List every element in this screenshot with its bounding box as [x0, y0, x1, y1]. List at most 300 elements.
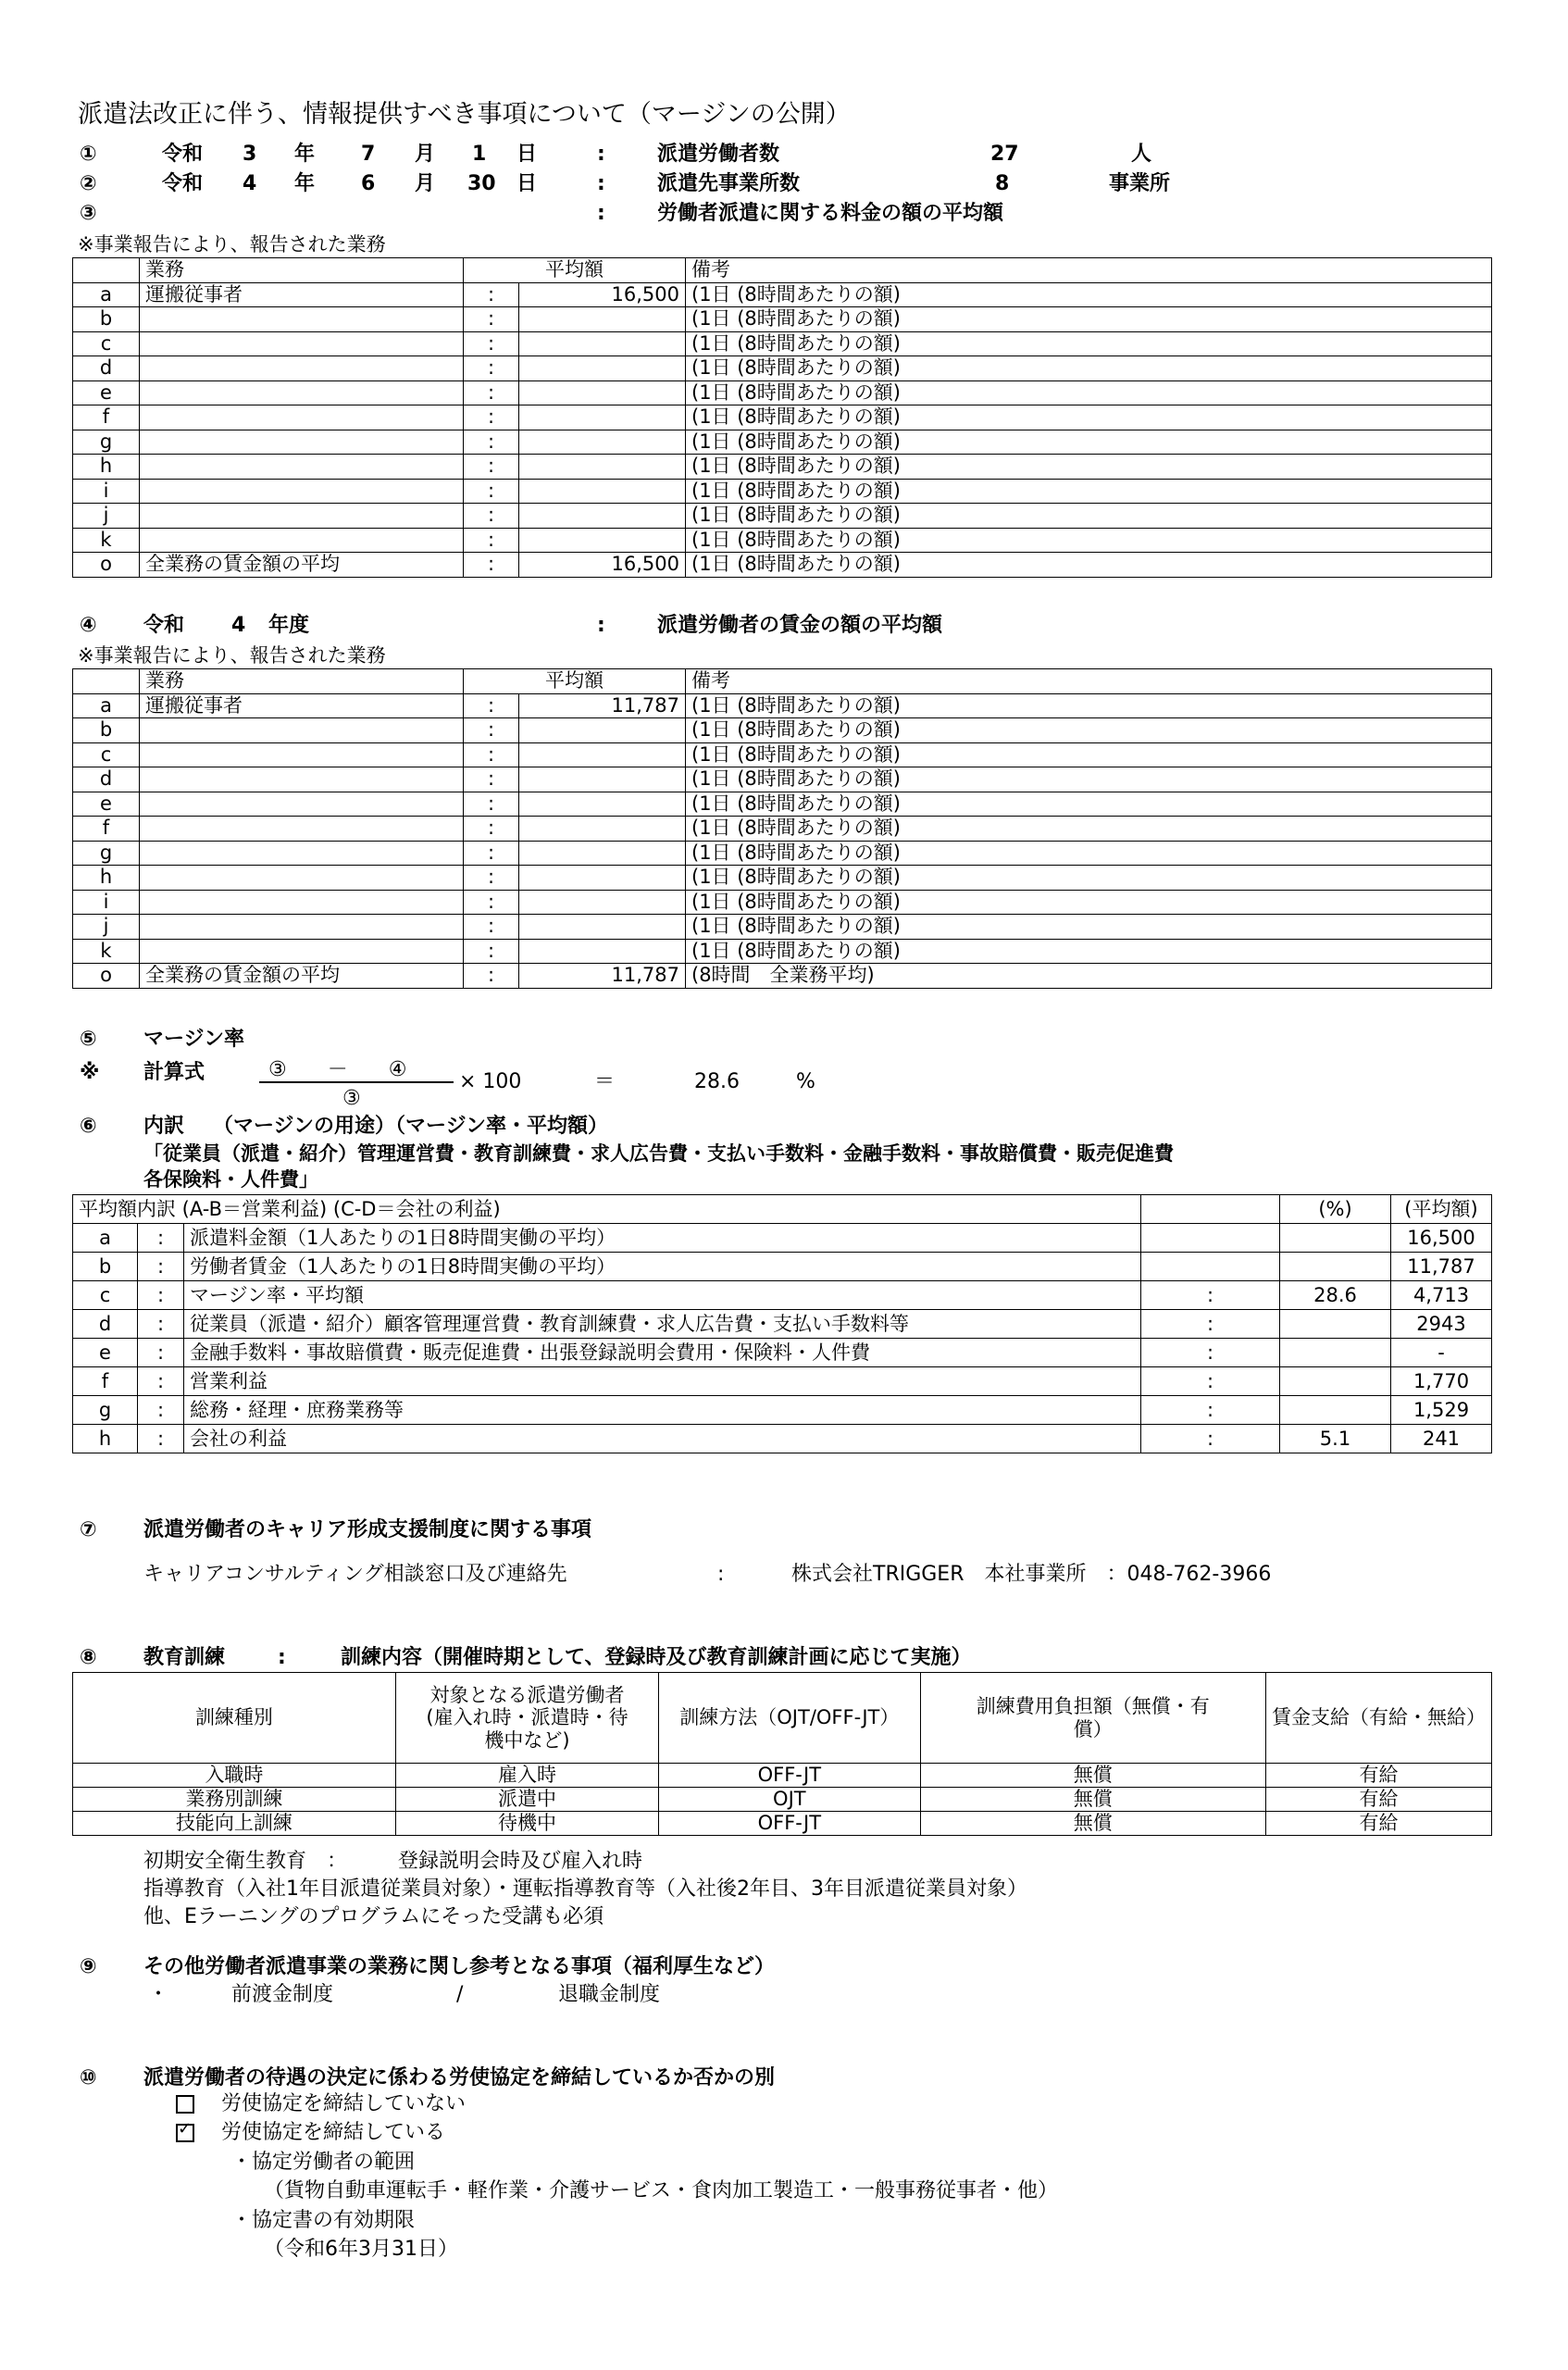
row-label: マージン率・平均額: [184, 1281, 1141, 1310]
row-colon-2: [1141, 1253, 1280, 1281]
table-row: [73, 939, 1492, 964]
row-letter: o: [73, 964, 140, 989]
item-number: ②: [80, 172, 97, 195]
header-avg: 平均額: [464, 669, 686, 694]
row-avg: 4,713: [1391, 1281, 1492, 1310]
row-avg: [519, 479, 686, 504]
row-letter: e: [73, 792, 140, 817]
table-row: [73, 430, 1492, 455]
row-job: 運搬従事者: [140, 282, 464, 307]
row-avg: [519, 455, 686, 480]
row-label: 派遣料金額（1人あたりの1日8時間実働の平均）: [184, 1224, 1141, 1253]
row-avg: [519, 792, 686, 817]
table-row: [73, 380, 1492, 405]
row-note: (1日 (8時間あたりの額): [686, 939, 1492, 964]
item-3-label: 労働者派遣に関する料金の額の平均額: [657, 202, 1004, 225]
row-label: 営業利益: [184, 1367, 1141, 1396]
row-type: 技能向上訓練: [73, 1812, 396, 1836]
agreement-option-1-label: 労使協定を締結していない: [221, 2092, 467, 2115]
row-type: 業務別訓練: [73, 1788, 396, 1812]
row-letter: b: [73, 1253, 138, 1281]
breakdown-sub: （マージンの用途）（マージン率・平均額）: [213, 1115, 609, 1138]
year: 4: [243, 172, 257, 195]
career-number: ⑦: [80, 1518, 97, 1541]
agreement-period-label: ・協定書の有効期限: [231, 2209, 416, 2232]
header-cost-line-1: 訓練費用負担額（無償・有: [976, 1695, 1210, 1718]
row-pct: 28.6: [1280, 1281, 1391, 1310]
table-row: [73, 1281, 1492, 1310]
row-label: 労働者賃金（1人あたりの1日8時間実働の平均）: [184, 1253, 1141, 1281]
row-note: (1日 (8時間あたりの額): [686, 479, 1492, 504]
row-pct: [1280, 1253, 1391, 1281]
row-letter: d: [73, 767, 140, 792]
row-colon: :: [464, 528, 519, 553]
row-colon: :: [464, 504, 519, 529]
row-note: (1日 (8時間あたりの額): [686, 866, 1492, 891]
career-contact-label: キャリアコンサルティング相談窓口及び連絡先: [143, 1563, 567, 1586]
row-note: (1日 (8時間あたりの額): [686, 380, 1492, 405]
row-note: (1日 (8時間あたりの額): [686, 817, 1492, 842]
other-bullet: ・: [148, 1983, 169, 2006]
row-note: (1日 (8時間あたりの額): [686, 718, 1492, 743]
colon: :: [597, 143, 605, 166]
table-row: [73, 331, 1492, 356]
row-letter: g: [73, 1396, 138, 1425]
fraction-line: [259, 1081, 454, 1083]
header-empty: [1141, 1195, 1280, 1224]
row-letter: b: [73, 718, 140, 743]
table-row: [73, 1396, 1492, 1425]
row-job: [140, 915, 464, 940]
row-colon: :: [464, 841, 519, 866]
header-cost: [920, 1673, 1265, 1764]
row-letter: c: [73, 742, 140, 767]
row-colon: :: [464, 718, 519, 743]
table-row: [73, 479, 1492, 504]
item-3-colon: :: [597, 202, 605, 225]
checkbox-checked[interactable]: [176, 2124, 194, 2142]
row-avg: [519, 718, 686, 743]
header-target-line-3: 機中など): [484, 1728, 570, 1752]
row-job: [140, 528, 464, 553]
table-row: [73, 1339, 1492, 1367]
row-letter: j: [73, 915, 140, 940]
row-colon: :: [464, 742, 519, 767]
row-colon: :: [464, 767, 519, 792]
item-4-year: 4: [231, 614, 246, 637]
row-letter: e: [73, 380, 140, 405]
table-row: [73, 455, 1492, 480]
row-letter: a: [73, 693, 140, 718]
row-target: 派遣中: [395, 1788, 658, 1812]
checkbox-unchecked[interactable]: [176, 2095, 194, 2114]
breakdown-table: [72, 1194, 1492, 1453]
row-colon: :: [138, 1281, 184, 1310]
row-avg: [519, 767, 686, 792]
margin-number: ⑤: [80, 1028, 97, 1051]
month: 6: [361, 172, 376, 195]
breakdown-desc-1: 「従業員（派遣・紹介）管理運営費・教育訓練費・求人広告費・支払い手数料・金融手数料・事故賠償費・販売促進費: [143, 1142, 1174, 1165]
career-label: 派遣労働者のキャリア形成支援制度に関する事項: [143, 1518, 592, 1541]
row-pct: 5.1: [1280, 1425, 1391, 1453]
table-row: [73, 282, 1492, 307]
row-method: OJT: [659, 1788, 921, 1812]
training-table: [72, 1672, 1492, 1836]
row-label: 金融手数料・事故賠償費・販売促進費・出張登録説明会費用・保険料・人件費: [184, 1339, 1141, 1367]
row-note: (1日 (8時間あたりの額): [686, 553, 1492, 578]
row-colon-2: :: [1141, 1281, 1280, 1310]
row-note: (1日 (8時間あたりの額): [686, 356, 1492, 381]
row-colon: :: [464, 455, 519, 480]
other-item-1: 前渡金制度: [231, 1983, 334, 2006]
row-colon: :: [464, 380, 519, 405]
row-note: (1日 (8時間あたりの額): [686, 767, 1492, 792]
row-avg: 11,787: [519, 964, 686, 989]
table-row: [73, 915, 1492, 940]
report-note: ※事業報告により、報告された業務: [78, 233, 386, 256]
row-colon: :: [464, 866, 519, 891]
row-letter: g: [73, 841, 140, 866]
row-pct: [1280, 1339, 1391, 1367]
row-colon: :: [464, 915, 519, 940]
row-note: (1日 (8時間あたりの額): [686, 890, 1492, 915]
row-letter: c: [73, 1281, 138, 1310]
row-job: [140, 742, 464, 767]
year: 3: [243, 143, 257, 166]
table-row: [73, 866, 1492, 891]
row-avg: 11,787: [1391, 1253, 1492, 1281]
training-note-2: 指導教育（入社1年目派遣従業員対象）・運転指導教育等（入社後2年目、3年目派遣従業員対象）: [143, 1877, 1027, 1901]
row-job: [140, 890, 464, 915]
row-letter: j: [73, 504, 140, 529]
table-row: [73, 1310, 1492, 1339]
row-note: (1日 (8時間あたりの額): [686, 455, 1492, 480]
margin-value: 28.6: [694, 1070, 740, 1093]
header-type: 訓練種別: [73, 1673, 396, 1764]
day-unit: 日: [516, 172, 538, 195]
row-avg: [519, 331, 686, 356]
header-job: 業務: [140, 669, 464, 694]
row-job: 運搬従事者: [140, 693, 464, 718]
row-avg: 16,500: [519, 282, 686, 307]
row-colon: :: [464, 356, 519, 381]
row-note: (1日 (8時間あたりの額): [686, 331, 1492, 356]
row-job: [140, 718, 464, 743]
row-pay: 有給: [1266, 1788, 1492, 1812]
training-label: 教育訓練: [143, 1646, 226, 1669]
row-avg: 16,500: [519, 553, 686, 578]
table-row: [73, 307, 1492, 332]
other-number: ⑨: [80, 1955, 97, 1978]
item-4-colon: :: [597, 614, 605, 637]
row-avg: -: [1391, 1339, 1492, 1367]
month-unit: 月: [415, 143, 436, 166]
row-letter: d: [73, 356, 140, 381]
table-header-row: [73, 669, 1492, 694]
table-row: [73, 1788, 1492, 1812]
row-colon: :: [138, 1253, 184, 1281]
row-colon: :: [138, 1425, 184, 1453]
row-job: [140, 767, 464, 792]
row-avg: 1,770: [1391, 1367, 1492, 1396]
row-note: (1日 (8時間あたりの額): [686, 693, 1492, 718]
table-row: [73, 553, 1492, 578]
row-avg: [519, 866, 686, 891]
table-row: [73, 504, 1492, 529]
row-type: 入職時: [73, 1764, 396, 1788]
row-avg: 16,500: [1391, 1224, 1492, 1253]
year-unit: 年: [294, 172, 316, 195]
item-4-number: ④: [80, 614, 97, 637]
agreement-number: ⑩: [80, 2066, 97, 2089]
row-letter: k: [73, 939, 140, 964]
colon: :: [597, 172, 605, 195]
day: 30: [467, 172, 496, 195]
row-avg: [519, 742, 686, 767]
row-method: OFF-JT: [659, 1764, 921, 1788]
table-row: [73, 528, 1492, 553]
row-letter: h: [73, 1425, 138, 1453]
row-note: (1日 (8時間あたりの額): [686, 528, 1492, 553]
row-note: (1日 (8時間あたりの額): [686, 742, 1492, 767]
era: 令和: [162, 143, 204, 166]
table-header-row: [73, 1673, 1492, 1764]
agreement-period-value: （令和6年3月31日）: [264, 2238, 458, 2261]
row-job: [140, 331, 464, 356]
row-job: [140, 405, 464, 430]
row-letter: c: [73, 331, 140, 356]
table-row: [73, 1425, 1492, 1453]
row-letter: b: [73, 307, 140, 332]
table-row: [73, 693, 1492, 718]
row-letter: k: [73, 528, 140, 553]
table-row: [73, 964, 1492, 989]
row-colon-2: :: [1141, 1367, 1280, 1396]
table-row: [73, 356, 1492, 381]
row-colon: :: [464, 939, 519, 964]
table-row: [73, 718, 1492, 743]
row-avg: [519, 307, 686, 332]
row-target: 待機中: [395, 1812, 658, 1836]
row-letter: i: [73, 890, 140, 915]
row-letter: f: [73, 405, 140, 430]
row-note: (1日 (8時間あたりの額): [686, 915, 1492, 940]
row-avg: [519, 528, 686, 553]
row-colon-2: :: [1141, 1310, 1280, 1339]
row-letter: d: [73, 1310, 138, 1339]
training-note-3: 他、Eラーニングのプログラムにそった受講も必須: [143, 1905, 604, 1928]
table-row: [73, 817, 1492, 842]
row-avg: [519, 939, 686, 964]
row-job: [140, 307, 464, 332]
row-pct: [1280, 1367, 1391, 1396]
agreement-scope-label: ・協定労働者の範囲: [231, 2151, 416, 2174]
row-colon-2: :: [1141, 1425, 1280, 1453]
row-letter: f: [73, 817, 140, 842]
row-pct: [1280, 1396, 1391, 1425]
row-colon: :: [464, 307, 519, 332]
row-note: (1日 (8時間あたりの額): [686, 405, 1492, 430]
label: 派遣先事業所数: [657, 172, 801, 195]
row-letter: h: [73, 866, 140, 891]
row-letter: f: [73, 1367, 138, 1396]
header-breakdown: 平均額内訳 (A-B＝営業利益) (C-D＝会社の利益): [73, 1195, 1141, 1224]
training-number: ⑧: [80, 1646, 97, 1669]
row-colon: :: [464, 479, 519, 504]
margin-percent: %: [796, 1070, 815, 1093]
table-header-row: [73, 1195, 1492, 1224]
row-colon: :: [138, 1310, 184, 1339]
header-method: 訓練方法（OJT/OFF-JT）: [659, 1673, 921, 1764]
agreement-option-2-label: 労使協定を締結している: [221, 2121, 446, 2144]
row-pct: [1280, 1310, 1391, 1339]
row-target: 雇入時: [395, 1764, 658, 1788]
table-row: [73, 1367, 1492, 1396]
row-note: (1日 (8時間あたりの額): [686, 282, 1492, 307]
other-item-2: 退職金制度: [558, 1983, 661, 2006]
row-colon-2: :: [1141, 1396, 1280, 1425]
row-colon: :: [464, 430, 519, 455]
training-colon: :: [278, 1646, 286, 1669]
row-colon: :: [464, 405, 519, 430]
value: 27: [990, 143, 1019, 166]
page-title: 派遣法改正に伴う、情報提供すべき事項について（マージンの公開）: [78, 100, 851, 129]
row-job: 全業務の賃金額の平均: [140, 964, 464, 989]
formula-times: × 100: [459, 1070, 522, 1093]
row-colon-2: [1141, 1224, 1280, 1253]
row-avg: [519, 356, 686, 381]
row-colon: :: [464, 331, 519, 356]
row-letter: a: [73, 1224, 138, 1253]
header-cell: [73, 258, 140, 283]
row-avg: [519, 430, 686, 455]
item-3-number: ③: [80, 202, 97, 225]
row-job: [140, 479, 464, 504]
header-cost-line-2: 償）: [1073, 1717, 1113, 1740]
row-avg: 241: [1391, 1425, 1492, 1453]
row-avg: 2943: [1391, 1310, 1492, 1339]
agreement-scope-value: （貨物自動車運転手・軽作業・介護サービス・食肉加工製造工・一般事務従事者・他）: [264, 2179, 1059, 2202]
row-colon: :: [138, 1224, 184, 1253]
row-letter: h: [73, 455, 140, 480]
day: 1: [472, 143, 487, 166]
row-job: [140, 817, 464, 842]
header-note: 備考: [686, 258, 1492, 283]
breakdown-number: ⑥: [80, 1115, 97, 1138]
agreement-option-2[interactable]: [176, 2123, 445, 2143]
agreement-label: 派遣労働者の待遇の決定に係わる労使協定を締結しているか否かの別: [143, 2066, 776, 2089]
header-pay: 賃金支給（有給・無給）: [1266, 1673, 1492, 1764]
row-colon: :: [464, 693, 519, 718]
unit: 事業所: [1109, 172, 1171, 195]
row-avg: [519, 380, 686, 405]
row-job: [140, 504, 464, 529]
month: 7: [361, 143, 376, 166]
row-job: [140, 841, 464, 866]
row-label: 従業員（派遣・紹介）顧客管理運営費・教育訓練費・求人広告費・支払い手数料等: [184, 1310, 1141, 1339]
agreement-option-1[interactable]: [176, 2094, 466, 2114]
row-note: (1日 (8時間あたりの額): [686, 307, 1492, 332]
breakdown-desc-2: 各保険料・人件費」: [143, 1168, 318, 1191]
margin-note-mark: ※: [80, 1061, 100, 1084]
row-job: [140, 430, 464, 455]
row-colon: :: [464, 817, 519, 842]
table-row: [73, 1764, 1492, 1788]
item-4-year-unit: 年度: [268, 614, 310, 637]
row-cost: 無償: [920, 1764, 1265, 1788]
row-job: 全業務の賃金額の平均: [140, 553, 464, 578]
row-avg: [519, 405, 686, 430]
header-pct: (%): [1280, 1195, 1391, 1224]
fee-table: [72, 257, 1492, 578]
header-target-line-2: (雇入れ時・派遣時・待: [426, 1706, 628, 1729]
other-label: その他労働者派遣事業の業務に関し参考となる事項（福利厚生など）: [143, 1955, 776, 1978]
formula-label: 計算式: [143, 1061, 205, 1084]
table-row: [73, 405, 1492, 430]
row-colon: :: [138, 1396, 184, 1425]
item-4-label: 派遣労働者の賃金の額の平均額: [657, 614, 943, 637]
header-cell: [73, 669, 140, 694]
month-unit: 月: [415, 172, 436, 195]
row-pay: 有給: [1266, 1764, 1492, 1788]
margin-label: マージン率: [143, 1028, 245, 1051]
row-job: [140, 866, 464, 891]
row-colon: :: [464, 553, 519, 578]
report-note-2: ※事業報告により、報告された業務: [78, 644, 386, 667]
wage-table: [72, 668, 1492, 989]
formula-denominator: ③: [342, 1087, 361, 1110]
training-content: 訓練内容（開催時期として、登録時及び教育訓練計画に応じて実施）: [341, 1646, 972, 1669]
day-unit: 日: [516, 143, 538, 166]
row-avg: [519, 841, 686, 866]
table-row: [73, 1812, 1492, 1836]
table-header-row: [73, 258, 1492, 283]
item-number: ①: [80, 143, 97, 166]
table-row: [73, 1253, 1492, 1281]
value: 8: [995, 172, 1010, 195]
row-note: (1日 (8時間あたりの額): [686, 430, 1492, 455]
header-avg: (平均額): [1391, 1195, 1492, 1224]
row-note: (1日 (8時間あたりの額): [686, 792, 1492, 817]
training-note-1-value: 登録説明会時及び雇入れ時: [398, 1850, 643, 1873]
row-avg: 11,787: [519, 693, 686, 718]
row-letter: e: [73, 1339, 138, 1367]
row-note: (8時間 全業務平均): [686, 964, 1492, 989]
header-target-line-1: 対象となる派遣労働者: [429, 1684, 625, 1707]
header-job: 業務: [140, 258, 464, 283]
unit: 人: [1131, 143, 1152, 166]
row-colon-2: :: [1141, 1339, 1280, 1367]
row-note: (1日 (8時間あたりの額): [686, 841, 1492, 866]
row-colon: :: [464, 964, 519, 989]
table-row: [73, 841, 1492, 866]
row-letter: g: [73, 430, 140, 455]
row-cost: 無償: [920, 1812, 1265, 1836]
table-row: [73, 890, 1492, 915]
header-avg: 平均額: [464, 258, 686, 283]
row-colon: :: [464, 890, 519, 915]
row-method: OFF-JT: [659, 1812, 921, 1836]
career-colon: :: [717, 1563, 725, 1586]
row-job: [140, 455, 464, 480]
row-colon: :: [138, 1339, 184, 1367]
row-colon: :: [138, 1367, 184, 1396]
row-label: 会社の利益: [184, 1425, 1141, 1453]
row-job: [140, 356, 464, 381]
career-contact-value: 株式会社TRIGGER 本社事業所 ：048-762-3966: [791, 1563, 1272, 1586]
row-job: [140, 939, 464, 964]
row-job: [140, 380, 464, 405]
